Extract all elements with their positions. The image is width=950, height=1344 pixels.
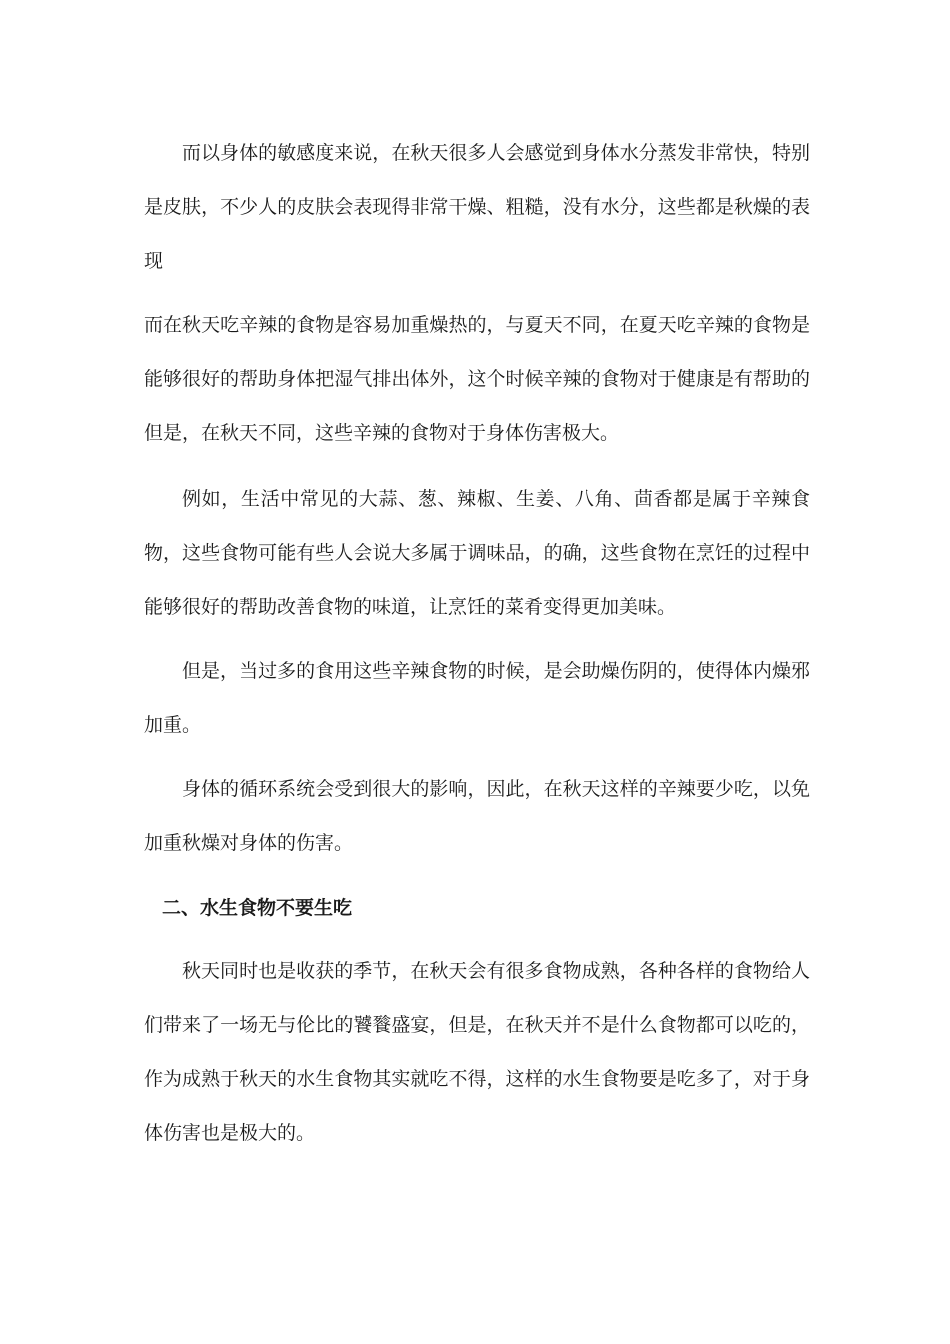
- paragraph-spicy-food-autumn: 而在秋天吃辛辣的食物是容易加重燥热的，与夏天不同，在夏天吃辛辣的食物是能够很好的帮助身体把湿气排出体外，这个时候辛辣的食物对于健康是有帮助的但是，在秋天不同，这些辛辣的食物对于身体伤害极大。: [144, 314, 810, 444]
- paragraph-autumn-dryness: 而以身体的敏感度来说，在秋天很多人会感觉到身体水分蒸发非常快，特别是皮肤，不少人的皮肤会表现得非常干燥、粗糙，没有水分，这些都是秋燥的表现: [144, 142, 810, 272]
- paragraph-circulation: 身体的循环系统会受到很大的影响，因此，在秋天这样的辛辣要少吃，以免加重秋燥对身体的伤害。: [144, 778, 810, 854]
- paragraph-spicy-examples: 例如，生活中常见的大蒜、葱、辣椒、生姜、八角、茴香都是属于辛辣食物，这些食物可能有些人会说大多属于调味品，的确，这些食物在烹饪的过程中能够很好的帮助改善食物的味道，让烹饪的菜肴变得更加美味。: [144, 488, 810, 618]
- section-heading-aquatic-food: 二、水生食物不要生吃: [162, 897, 353, 919]
- paragraph-excess-spicy: 但是，当过多的食用这些辛辣食物的时候，是会助燥伤阴的，使得体内燥邪加重。: [144, 660, 810, 736]
- document-body: [144, 126, 810, 1160]
- paragraph-aquatic-food: 秋天同时也是收获的季节，在秋天会有很多食物成熟，各种各样的食物给人们带来了一场无与伦比的饕餮盛宴，但是，在秋天并不是什么食物都可以吃的，作为成熟于秋天的水生食物其实就吃不得，这样的水生食物要是吃多了，对于身体伤害也是极大的。: [144, 960, 810, 1144]
